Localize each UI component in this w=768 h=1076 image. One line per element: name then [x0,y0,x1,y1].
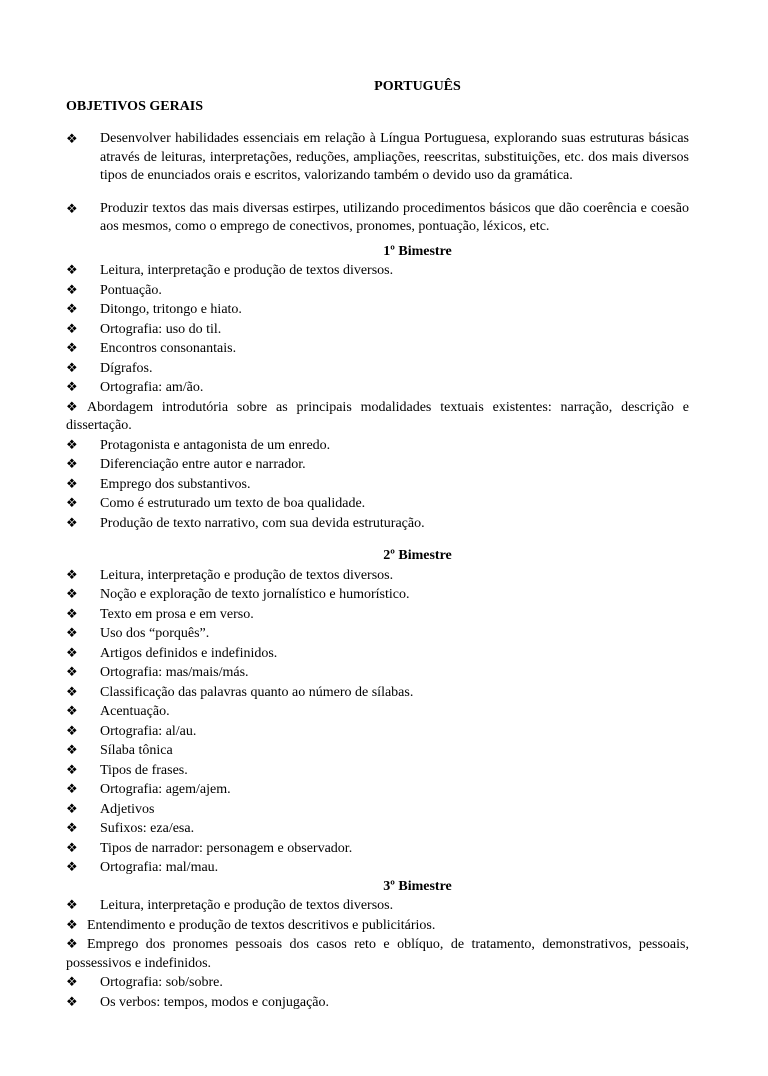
list-item: ❖ Ortografia: agem/ajem. [66,781,231,797]
section-list [66,566,689,878]
list-item: ❖ Leitura, interpretação e produção de textos diversos. [66,262,394,278]
list-item: ❖ Ditongo, tritongo e hiato. [66,301,242,317]
bullet-icon: ❖ [66,897,78,912]
list-item: ❖ Diferenciação entre autor e narrador. [66,456,306,472]
bullet-icon: ❖ [66,936,78,951]
list-item: ❖ Produzir textos das mais diversas estirpes, utilizando procedimentos básicos que dão coerência e coesão aos mesmos, como o emprego de conectivos, pronomes, pontuação, léxicos, etc. [66,200,689,234]
list-item: ❖ Encontros consonantais. [66,340,237,356]
section-title: 3º Bimestre [383,878,452,894]
bullet-icon: ❖ [66,722,78,738]
section-list [66,261,689,533]
bullet-icon: ❖ [66,262,78,277]
bullet-icon: ❖ [66,781,78,796]
list-item: ❖ Artigos definidos e indefinidos. [66,644,278,661]
bullet-icon: ❖ [66,993,78,1009]
list-item: ❖ Tipos de narrador: personagem e observador. [66,839,353,856]
list-item: ❖ Dígrafos. [66,359,153,376]
bullet-icon: ❖ [66,839,78,855]
list-item: ❖ Protagonista e antagonista de um enredo. [66,436,331,453]
bullet-icon: ❖ [66,436,78,452]
list-item: ❖ Texto em prosa e em verso. [66,605,254,622]
list-item: ❖ Adjetivos [66,800,155,817]
list-item: ❖ Como é estruturado um texto de boa qualidade. [66,495,366,511]
list-item: ❖ Sufixos: eza/esa. [66,820,195,836]
bullet-icon: ❖ [66,456,78,471]
section-list [66,896,689,1012]
list-item: ❖ Emprego dos pronomes pessoais dos casos reto e oblíquo, de tratamento, demonstrativos, pessoais, possessivos e indefinidos. [66,936,689,971]
list-item: ❖ Ortografia: mas/mais/más. [66,664,249,680]
bullet-icon: ❖ [66,200,78,216]
bullet-icon: ❖ [66,566,78,582]
list-item: ❖ Acentuação. [66,703,170,719]
bullet-icon: ❖ [66,359,78,375]
list-item: ❖ Leitura, interpretação e produção de textos diversos. [66,897,394,913]
bullet-icon: ❖ [66,379,78,394]
list-item: ❖ Pontuação. [66,281,162,298]
list-item: ❖ Abordagem introdutória sobre as principais modalidades textuais existentes: narração, descrição e dissertação. [66,398,689,433]
list-item: ❖ Desenvolver habilidades essenciais em relação à Língua Portuguesa, explorando suas estruturas básicas através de leituras, interpretações, reduções, ampliações, reescritas, substituições, etc. dos mais diversos tipos de enunciados orais e escritos, valorizando também o devido uso da gramática. [66,131,689,183]
bullet-icon: ❖ [66,916,78,932]
bullet-icon: ❖ [66,742,78,757]
list-item: ❖ Tipos de frases. [66,761,188,778]
list-item: ❖ Entendimento e produção de textos descritivos e publicitários. [66,916,436,933]
bullet-icon: ❖ [66,320,78,336]
bullet-icon: ❖ [66,605,78,621]
bullet-icon: ❖ [66,131,78,146]
bullet-icon: ❖ [66,475,78,491]
list-item: ❖ Produção de texto narrativo, com sua devida estruturação. [66,514,425,531]
bullet-icon: ❖ [66,859,78,874]
bullet-icon: ❖ [66,625,78,640]
bullet-icon: ❖ [66,703,78,718]
list-item: ❖ Ortografia: mal/mau. [66,859,219,875]
bullet-icon: ❖ [66,340,78,355]
list-item: ❖ Emprego dos substantivos. [66,475,251,492]
list-item: ❖ Os verbos: tempos, modos e conjugação. [66,993,330,1010]
objectives-heading: OBJETIVOS GERAIS [66,98,204,114]
bullet-icon: ❖ [66,644,78,660]
bullet-icon: ❖ [66,514,78,530]
section-title: 1º Bimestre [383,243,452,259]
bullet-icon: ❖ [66,301,78,316]
list-item: ❖ Uso dos “porquês”. [66,625,210,641]
bullet-icon: ❖ [66,586,78,601]
bullet-icon: ❖ [66,761,78,777]
bullet-icon: ❖ [66,664,78,679]
bullet-icon: ❖ [66,974,78,989]
bullet-icon: ❖ [66,495,78,510]
document-content [66,78,689,1012]
list-item: ❖ Ortografia: am/ão. [66,379,204,395]
document-title: PORTUGUÊS [374,79,461,94]
objectives-list [66,130,689,237]
list-item: ❖ Sílaba tônica [66,742,173,758]
bullet-icon: ❖ [66,398,78,414]
bullet-icon: ❖ [66,800,78,816]
bullet-icon: ❖ [66,820,78,835]
list-item: ❖ Leitura, interpretação e produção de textos diversos. [66,566,394,583]
section-title: 2º Bimestre [383,548,452,563]
bullet-icon: ❖ [66,281,78,297]
list-item: ❖ Classificação das palavras quanto ao número de sílabas. [66,683,414,700]
list-item: ❖ Ortografia: uso do til. [66,320,222,337]
list-item: ❖ Noção e exploração de texto jornalístico e humorístico. [66,586,410,602]
list-item: ❖ Ortografia: sob/sobre. [66,974,223,990]
list-item: ❖ Ortografia: al/au. [66,722,197,739]
bullet-icon: ❖ [66,683,78,699]
